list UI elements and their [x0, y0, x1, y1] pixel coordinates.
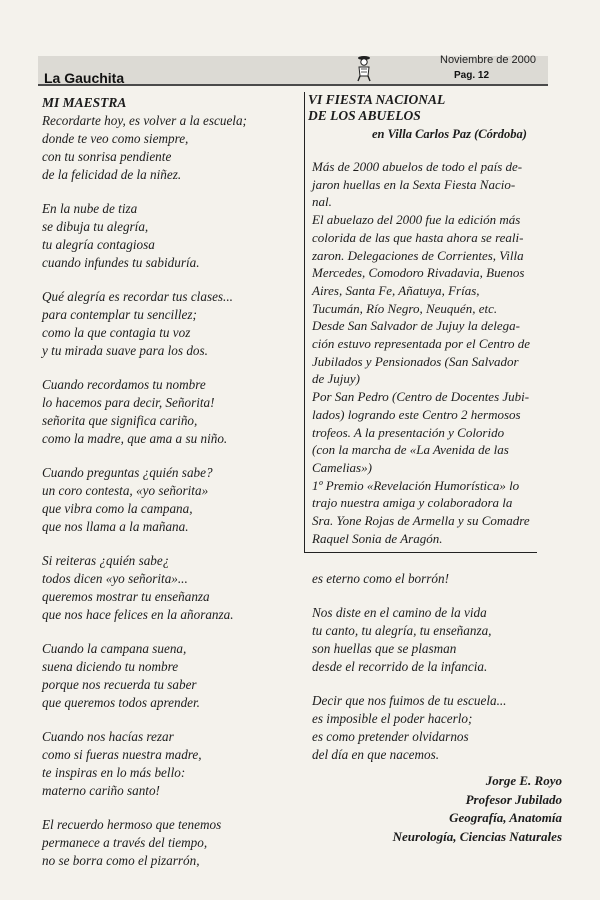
poem-line: que vibra como la campana,	[42, 501, 193, 516]
poem-line: cuando infundes tu sabiduría.	[42, 255, 200, 270]
poem-line: Decir que nos fuimos de tu escuela...	[312, 693, 507, 708]
poem-stanza	[42, 640, 292, 712]
article-line: Más de 2000 abuelos de todo el país de-	[312, 159, 523, 174]
poem-line: es eterno como el borrón!	[312, 571, 449, 586]
poem-line: queremos mostrar tu enseñanza	[42, 589, 210, 604]
article-line: Sra. Yone Rojas de Armella y su Comadre	[312, 513, 530, 529]
poem-line: Cuando nos hacías rezar	[42, 729, 174, 744]
poem-line: El recuerdo hermoso que tenemos	[42, 817, 222, 832]
article-line: colorida de las que hasta ahora se reali-	[312, 229, 524, 245]
publication-title: La Gauchita	[44, 70, 125, 86]
article-title-line1: VI FIESTA NACIONAL	[308, 92, 446, 107]
poem-line: son huellas que se plasman	[312, 641, 457, 656]
article-line: Jubilados y Pensionados (San Salvador	[312, 353, 519, 369]
poem-stanza	[42, 288, 292, 360]
poem-line: porque nos recuerda tu saber	[42, 677, 197, 692]
poem-line: como la madre, que ama a su niño.	[42, 431, 228, 446]
poem-line: de la felicidad de la niñez.	[42, 167, 182, 182]
poem-line: te inspiras en lo más bello:	[42, 765, 186, 780]
poem-line: tu canto, tu alegría, tu enseñanza,	[312, 623, 492, 638]
poem-line: materno cariño santo!	[42, 783, 160, 798]
poem-line: Cuando preguntas ¿quién sabe?	[42, 465, 213, 480]
poem-line: es imposible el poder hacerlo;	[312, 711, 473, 726]
gaucho-mascot-icon	[354, 54, 374, 82]
article-line: Desde San Salvador de Jujuy la delega-	[312, 318, 520, 334]
article-line: zaron. Delegaciones de Corrientes, Villa	[312, 247, 524, 263]
poem-stanza	[42, 376, 292, 448]
poem-line: donde te veo como siempre,	[42, 131, 189, 146]
poem-line: lo hacemos para decir, Señorita!	[42, 395, 215, 410]
poem-line: suena diciendo tu nombre	[42, 659, 179, 674]
poem-line: permanece a través del tiempo,	[42, 835, 208, 850]
article-subtitle: en Villa Carlos Paz (Córdoba)	[372, 127, 527, 141]
signature-line: Profesor Jubilado	[465, 791, 562, 807]
article-title-line2: DE LOS ABUELOS	[308, 108, 421, 123]
article-line: El abuelazo del 2000 fue la edición más	[312, 212, 521, 228]
poem-line: como la que contagia tu voz	[42, 325, 191, 340]
poem-line: que queremos todos aprender.	[42, 695, 200, 710]
poem-line: con tu sonrisa pendiente	[42, 149, 172, 164]
article-line: Aires, Santa Fe, Añatuya, Frías,	[312, 282, 480, 298]
poem-line: un coro contesta, «yo señorita»	[42, 483, 209, 498]
poem-line: Cuando recordamos tu nombre	[42, 377, 206, 392]
issue-date: Noviembre de 2000	[440, 54, 537, 66]
poem-stanza	[312, 570, 562, 588]
poem-line: que nos hace felices en la añoranza.	[42, 607, 234, 622]
article-line: lados) logrando este Centro 2 hermosos	[312, 406, 521, 422]
poem-line: desde el recorrido de la infancia.	[312, 659, 488, 674]
poem-line: Recordarte hoy, es volver a la escuela;	[42, 113, 247, 128]
article-line: Tucumán, Río Negro, Neuquén, etc.	[312, 300, 498, 316]
poem-line: Si reiteras ¿quién sabe¿	[42, 553, 170, 568]
poem-title: MI MAESTRA	[42, 95, 127, 110]
article-title	[308, 92, 558, 124]
poem-line: y tu mirada suave para los dos.	[42, 343, 208, 358]
poem-stanza	[42, 552, 292, 624]
poem-line: todos dicen «yo señorita»...	[42, 571, 188, 586]
signature-line: Neurología, Ciencias Naturales	[392, 828, 562, 844]
poem-line: tu alegría contagiosa	[42, 237, 155, 252]
author-signature	[393, 772, 562, 846]
poem-line: para contemplar tu sencillez;	[42, 307, 197, 322]
poem-stanza	[42, 728, 292, 800]
poem-line: del día en que nacemos.	[312, 747, 440, 762]
poem-stanza	[312, 692, 562, 764]
poem-stanza	[42, 816, 292, 870]
signature-line: Jorge E. Royo	[485, 773, 562, 788]
article-line: trofeos. A la presentación y Colorido	[312, 424, 505, 440]
poem-line: señorita que significa cariño,	[42, 413, 198, 428]
poem-line: es como pretender olvidarnos	[312, 729, 469, 744]
signature-line: Geografía, Anatomía	[449, 810, 562, 825]
article-line: Por San Pedro (Centro de Docentes Jubi-	[312, 389, 530, 405]
poem-line: En la nube de tiza	[42, 201, 138, 216]
poem-stanza	[42, 200, 292, 272]
poem-line: Cuando la campana suena,	[42, 641, 187, 656]
article-body	[312, 158, 552, 547]
article-line: Camelias»)	[312, 459, 372, 475]
poem-line: Qué alegría es recordar tus clases...	[42, 289, 233, 304]
poem-stanza	[42, 112, 292, 184]
poem-line: que nos llama a la mañana.	[42, 519, 189, 534]
page-number: Pag. 12	[454, 70, 490, 81]
poem-column	[42, 94, 292, 886]
article-line: 1º Premio «Revelación Humorística» lo	[312, 477, 520, 493]
poem-stanza	[312, 604, 562, 676]
article-line: Mercedes, Comodoro Rivadavia, Buenos	[312, 265, 525, 281]
poem-line: no se borra como el pizarrón,	[42, 853, 200, 868]
article-line: Raquel Sonia de Aragón.	[312, 530, 443, 546]
article-line: ción estuvo representada por el Centro de	[312, 336, 531, 352]
poem-line: Nos diste en el camino de la vida	[312, 605, 487, 620]
article-line: (con la marcha de «La Avenida de las	[312, 442, 509, 458]
poem-line: como si fueras nuestra madre,	[42, 747, 202, 762]
poem-stanzas	[42, 112, 292, 870]
article-line: nal.	[312, 194, 332, 210]
poem-line: se dibuja tu alegría,	[42, 219, 149, 234]
article-line: jaron huellas en la Sexta Fiesta Nacio-	[312, 176, 516, 192]
article-line: de Jujuy)	[312, 371, 361, 387]
poem-stanza	[42, 464, 292, 536]
article-line: trajo nuestra amiga y colaboradora la	[312, 495, 513, 511]
poem-continuation	[312, 570, 562, 780]
